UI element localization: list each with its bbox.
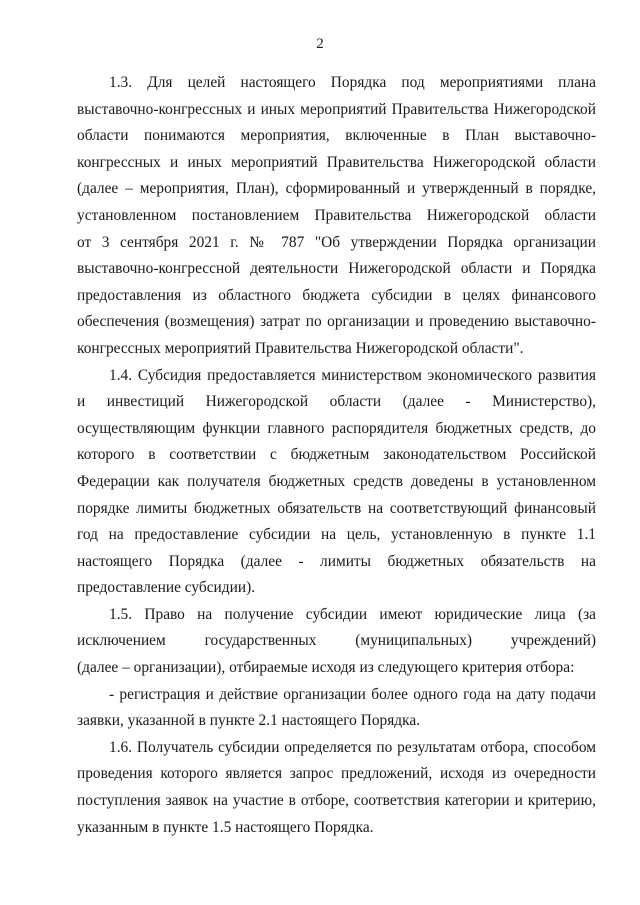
text-line: от 3 сентября 2021 г. № 787 "Об утверждении Порядка организации bbox=[77, 233, 596, 251]
text-line: Федерации как получателя бюджетных средств доведены в установленном bbox=[77, 472, 596, 490]
text-line: указанным в пункте 1.5 настоящего Порядка. bbox=[77, 818, 374, 836]
paragraph-1-4 bbox=[77, 363, 596, 602]
text-line: конгрессных мероприятий Правительства Нижегородской области". bbox=[77, 339, 524, 357]
paragraph-1-5 bbox=[77, 602, 596, 682]
text-line: осуществляющим функции главного распорядителя бюджетных средств, до bbox=[77, 419, 596, 437]
page-number: 2 bbox=[316, 36, 324, 52]
text-line: области понимаются мероприятия, включенные в План выставочно- bbox=[77, 127, 596, 145]
text-line: предоставления из областного бюджета субсидии в целях финансового bbox=[77, 286, 596, 304]
text-line: 1.4. Субсидия предоставляется министерством экономического развития bbox=[109, 366, 596, 384]
text-line: исключением государственных (муниципальных) учреждений) bbox=[77, 632, 596, 650]
text-line: (далее – организации), отбираемые исходя из следующего критерия отбора: bbox=[77, 659, 575, 677]
text-line: год на предоставление субсидии на цель, установленную в пункте 1.1 bbox=[77, 526, 596, 544]
paragraph-1-6 bbox=[77, 735, 596, 841]
text-line: конгрессных и иных мероприятий Правительства Нижегородской области bbox=[77, 153, 596, 171]
criterion-item bbox=[77, 682, 596, 735]
text-line: предоставление субсидии). bbox=[77, 579, 256, 597]
text-line: поступления заявок на участие в отборе, соответствия категории и критерию, bbox=[77, 792, 596, 810]
text-line: порядке лимиты бюджетных обязательств на соответствующий финансовый bbox=[77, 499, 596, 517]
text-line: выставочно-конгрессных и иных мероприятий Правительства Нижегородской bbox=[77, 100, 596, 118]
text-line: (далее – мероприятия, План), сформированный и утвержденный в порядке, bbox=[77, 180, 596, 198]
text-line: обеспечения (возмещения) затрат по организации и проведению выставочно- bbox=[77, 313, 596, 331]
paragraph-1-3 bbox=[77, 70, 596, 363]
text-line: выставочно-конгрессной деятельности Нижегородской области и Порядка bbox=[77, 260, 596, 278]
text-line: и инвестиций Нижегородской области (далее - Министерство), bbox=[77, 393, 596, 411]
text-line: которого в соответствии с бюджетным законодательством Российской bbox=[77, 446, 596, 464]
text-line: 1.6. Получатель субсидии определяется по результатам отбора, способом bbox=[109, 738, 596, 756]
text-line: 1.3. Для целей настоящего Порядка под мероприятиями плана bbox=[109, 74, 596, 91]
text-line: 1.5. Право на получение субсидии имеют юридические лица (за bbox=[109, 605, 596, 623]
text-line: настоящего Порядка (далее - лимиты бюджетных обязательств на bbox=[77, 552, 596, 570]
text-line: проведения которого является запрос предложений, исходя из очередности bbox=[77, 765, 596, 783]
text-line: заявки, указанной в пункте 2.1 настоящего Порядка. bbox=[77, 712, 421, 730]
text-line: установленном постановлением Правительства Нижегородской области bbox=[77, 206, 596, 224]
text-line: - регистрация и действие организации более одного года на дату подачи bbox=[109, 685, 596, 703]
document-body bbox=[77, 70, 596, 841]
